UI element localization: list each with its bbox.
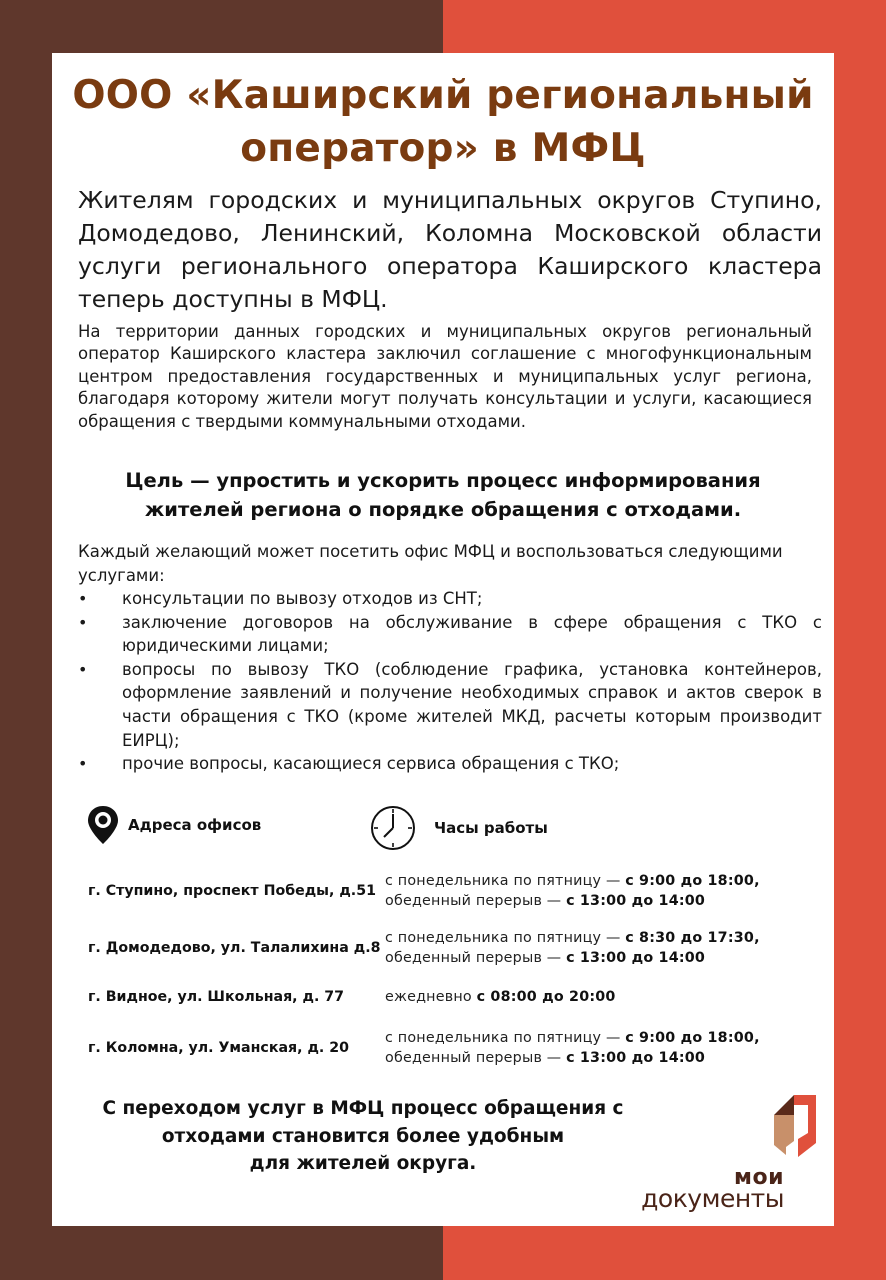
office-address: г. Ступино, проспект Победы, д.51 [88, 883, 376, 899]
title-line-2: оператор» в МФЦ [240, 126, 646, 171]
hours-header-label: Часы работы [434, 819, 548, 837]
office-row [88, 920, 808, 976]
list-item [78, 752, 822, 776]
logo-mark-icon [768, 1093, 820, 1159]
hours-time: с 9:00 до 18:00 [625, 873, 755, 889]
page-title [52, 69, 834, 175]
office-hours [385, 871, 760, 911]
content-panel [52, 53, 834, 1226]
logo-text-moi: мои [733, 1165, 784, 1190]
break-time: с 13:00 до 14:00 [566, 893, 706, 909]
bullet-icon: • [78, 589, 88, 608]
services-list [78, 587, 822, 776]
bullet-icon: • [78, 612, 88, 632]
title-line-1: ООО «Каширский региональный [72, 73, 814, 118]
addresses-header [86, 805, 261, 845]
hours-time: с 9:00 до 18:00 [625, 1030, 755, 1046]
closing-statement [52, 1095, 674, 1178]
break-text: обеденный перерыв — [385, 950, 567, 966]
clock-icon [370, 805, 416, 851]
lead-text: Жителям городских и муниципальных округов Ступино, Домодедово, Ленинский, Коломна Московской области услуги регионального оператора Каширского кластера теперь доступны в МФЦ. [78, 186, 822, 313]
closing-line-2: отходами становится более удобным [161, 1125, 565, 1147]
hours-text: с понедельника по пятницу — [385, 873, 626, 889]
office-row [88, 1022, 808, 1074]
offices-table [88, 865, 808, 1074]
break-time: с 13:00 до 14:00 [566, 950, 706, 966]
goal-line-1: Цель — упростить и ускорить процесс информирования [125, 469, 761, 492]
list-item [78, 611, 822, 658]
office-hours [385, 987, 616, 1007]
goal-statement [52, 466, 834, 524]
office-row [88, 865, 808, 917]
break-text: обеденный перерыв — [385, 1050, 567, 1066]
closing-line-3: для жителей округа. [249, 1153, 477, 1174]
moi-dokumenty-logo [618, 1093, 818, 1223]
hours-text: с понедельника по пятницу — [385, 930, 626, 946]
service-text: заключение договоров на обслуживание в сфере обращения с ТКО с юридическими лицами; [122, 612, 822, 656]
office-row [88, 976, 808, 1018]
hours-header [370, 805, 548, 851]
service-text: прочие вопросы, касающиеся сервиса обращения с ТКО; [122, 754, 620, 774]
office-address: г. Видное, ул. Школьная, д. 77 [88, 989, 345, 1005]
office-address: г. Коломна, ул. Уманская, д. 20 [88, 1040, 349, 1056]
hours-time: с 08:00 до 20:00 [476, 989, 616, 1005]
hours-text: с понедельника по пятницу — [385, 1030, 626, 1046]
break-time: с 13:00 до 14:00 [566, 1050, 706, 1066]
logo-text-dokumenty: документы [641, 1184, 784, 1213]
agreement-paragraph: На территории данных городских и муниципальных округов региональный оператор Каширского кластера заключил соглашение с многофункциональным центром предоставления государственных и муниципальных услуг региона, благодаря которому жители могут получать консультации и услуги, касающиеся обращения с твердыми коммунальными отходами. [78, 322, 812, 431]
bullet-icon: • [78, 659, 88, 679]
list-item [78, 658, 822, 752]
goal-line-2: жителей региона о порядке обращения с отходами. [144, 498, 742, 521]
hours-suffix: , [754, 873, 760, 889]
hours-suffix: , [754, 930, 760, 946]
map-pin-icon [86, 805, 120, 845]
hours-text: ежедневно [385, 989, 477, 1005]
services-intro: Каждый желающий может посетить офис МФЦ и воспользоваться следующими услугами: [78, 542, 783, 585]
office-hours [385, 1028, 760, 1068]
break-text: обеденный перерыв — [385, 893, 567, 909]
bullet-icon: • [78, 754, 88, 774]
office-hours [385, 928, 760, 968]
closing-line-1: С переходом услуг в МФЦ процесс обращения с [102, 1098, 624, 1119]
office-address: г. Домодедово, ул. Талалихина д.8 [88, 940, 381, 956]
list-item [78, 587, 822, 611]
service-text: вопросы по вывозу ТКО (соблюдение графика, установка контейнеров, оформление заявлений и получение необходимых справок и актов сверок в части обращения с ТКО (кроме жителей МКД, расчеты которым производит ЕИРЦ); [122, 659, 822, 750]
hours-time: с 8:30 до 17:30 [625, 930, 755, 946]
service-text: консультации по вывозу отходов из СНТ; [122, 589, 483, 608]
hours-suffix: , [754, 1030, 760, 1046]
addresses-header-label: Адреса офисов [128, 816, 262, 834]
